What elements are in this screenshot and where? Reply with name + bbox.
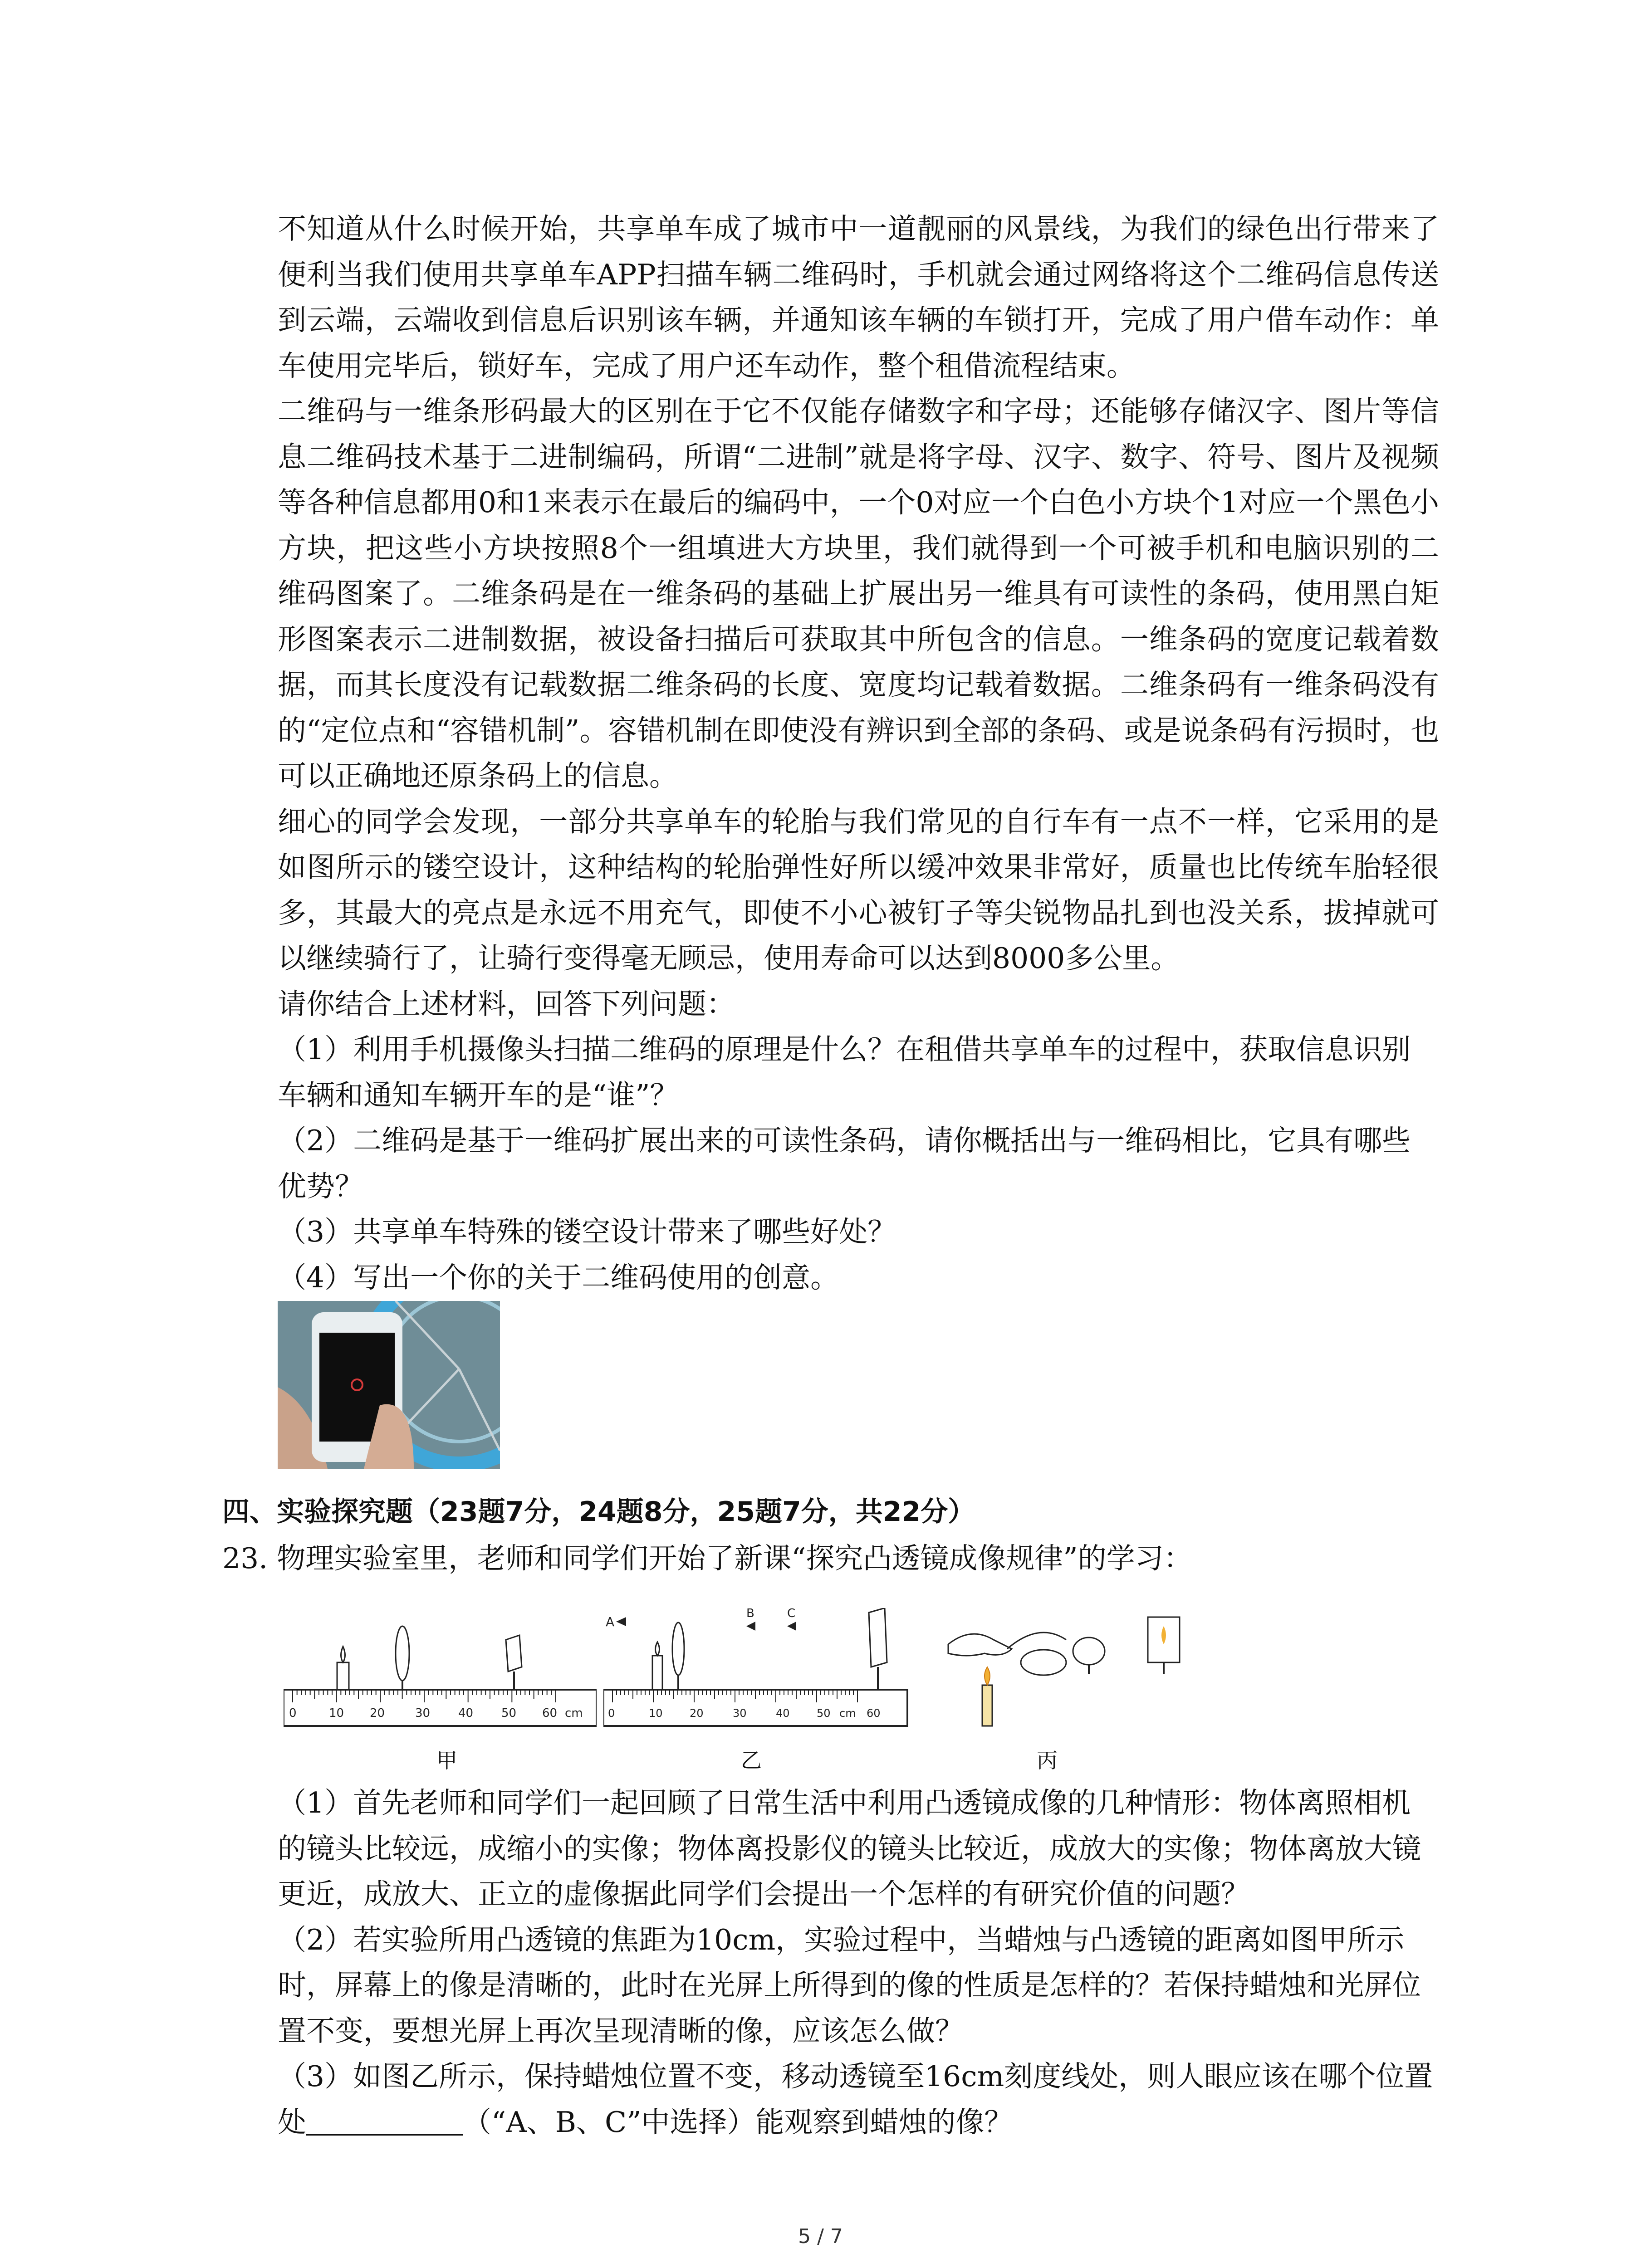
eye-label-a: A: [606, 1614, 615, 1629]
ruler-tick-label: 0: [289, 1706, 297, 1720]
ruler-tick-label: 30: [415, 1706, 431, 1720]
question-23-stem: 23. 物理实验室里，老师和同学们开始了新课“探究凸透镜成像规律”的学习：: [222, 1542, 1192, 1575]
eye-icon-c: [787, 1622, 796, 1631]
passage-paragraph-3: 细心的同学会发现，一部分共享单车的轮胎与我们常见的自行车有一点不一样，它采用的是如图所示的镂空设计，这种结构的轮胎弹性好所以缓冲效果非常好，质量也比传统车胎轻很多，其最大的亮点是永远不用充气，即使不小心被钉子等尖锐物品扎到也没关系，拔掉就可以继续骑行了，让骑行变得毫无顾忌，使用寿命可以达到8000多公里。: [278, 805, 1439, 975]
eye-label-c: C: [787, 1608, 796, 1620]
ruler-tick-label: 50: [501, 1706, 517, 1720]
magnifier-lens: [1021, 1650, 1066, 1675]
figure-bing: [939, 1608, 1193, 1744]
candle-yi: [652, 1656, 662, 1690]
ruler-tick-label: 10: [329, 1706, 344, 1720]
passage: [278, 206, 1439, 1300]
question-23-3-before: （3）如图乙所示，保持蜡烛位置不变，移动透镜至16cm刻度线处，则人眼应该在哪个位置处: [278, 2060, 1433, 2139]
ruler-tick-label: 0: [608, 1707, 615, 1720]
ruler-tick-label: cm: [565, 1706, 583, 1720]
candle-jia: [337, 1662, 349, 1690]
figure-label-bing: 丙: [1037, 1748, 1058, 1773]
figure-yi: [603, 1608, 912, 1730]
ruler-tick-label: 40: [776, 1707, 790, 1720]
question-22-2: （2）二维码是基于一维码扩展出来的可读性条码，请你概括出与一维码相比，它具有哪些优势？: [278, 1124, 1411, 1203]
ruler-tick-label: 20: [690, 1707, 704, 1720]
passage-instruction: 请你结合上述材料，回答下列问题：: [278, 987, 735, 1021]
bike-phone-photo: [278, 1301, 500, 1469]
answer-blank[interactable]: [306, 2107, 463, 2136]
passage-paragraph-2: 二维码与一维条形码最大的区别在于它不仅能存储数字和字母；还能够存储汉字、图片等信息二维码技术基于二进制编码，所谓“二进制”就是将字母、汉字、数字、符号、图片及视频等各种信息都用0和1来表示在最后的编码中，一个0对应一个白色小方块个1对应一个黑色小方块，把这些小方块按照8个一组填进大方块里，我们就得到一个可被手机和电脑识别的二维码图案了。二维条码是在一维条码的基础上扩展出另一维具有可读性的条码，使用黑白矩形图案表示二进制数据，被设备扫描后可获取其中所包含的信息。一维条码的宽度记载着数据，而其长度没有记载数据二维条码的长度、宽度均记载着数据。二维条码有一维条码没有的“定位点和“容错机制”。容错机制在即使没有辨识到全部的条码、或是说条码有污损时，也可以正确地还原条码上的信息。: [278, 395, 1439, 792]
question-23-1: （1）首先老师和同学们一起回顾了日常生活中利用凸透镜成像的几种情形：物体离照相机的镜头比较远，成缩小的实像；物体离投影仪的镜头比较近，成放大的实像；物体离放大镜更近，成放大、正立的虚像据此同学们会提出一个怎样的有研究价值的问题？: [278, 1786, 1421, 1911]
figure-label-yi: 乙: [741, 1748, 762, 1773]
ruler-tick-label: 60: [867, 1707, 881, 1720]
question-23-3: [278, 2054, 1439, 2145]
lens-yi: [672, 1623, 684, 1675]
figure-jia: [284, 1608, 597, 1730]
ruler-tick-label: 40: [458, 1706, 474, 1720]
hand-icon: [948, 1634, 1012, 1656]
ruler-tick-label: 20: [370, 1706, 385, 1720]
screen-yi: [869, 1608, 887, 1667]
ruler-tick-label: 10: [649, 1707, 663, 1720]
passage-paragraph-1: 不知道从什么时候开始，共享单车成了城市中一道靓丽的风景线，为我们的绿色出行带来了便利当我们使用共享单车APP扫描车辆二维码时，手机就会通过网络将这个二维码信息传送到云端，云端收到信息后识别该车辆，并通知该车辆的车锁打开，完成了用户借车动作：单车使用完毕后，锁好车，完成了用户还车动作，整个租借流程结束。: [278, 212, 1439, 382]
eye-label-b: B: [746, 1608, 754, 1620]
ruler-tick-label: 50: [817, 1707, 831, 1720]
eye-icon-b: [746, 1622, 755, 1631]
question-22-3: （3）共享单车特殊的镂空设计带来了哪些好处？: [278, 1215, 896, 1248]
ruler-tick-label: cm: [839, 1707, 856, 1720]
lens-bing: [1073, 1637, 1105, 1665]
ruler-tick-label: 30: [733, 1707, 747, 1720]
flame-icon: [985, 1667, 990, 1685]
question-23-3-after: （“A、B、C”中选择）能观察到蜡烛的像？: [463, 2105, 1013, 2139]
question-22-1: （1）利用手机摄像头扫描二维码的原理是什么？在租借共享单车的过程中，获取信息识别车辆和通知车辆开车的是“谁”？: [278, 1033, 1411, 1112]
candle-bing: [982, 1685, 992, 1726]
page-number: 5 / 7: [798, 2225, 843, 2248]
question-23-parts: [278, 1780, 1439, 2145]
question-22-4: （4）写出一个你的关于二维码使用的创意。: [278, 1261, 839, 1294]
flame-icon: [341, 1647, 345, 1662]
figure-label-jia: 甲: [436, 1748, 457, 1773]
lens-jia: [396, 1626, 409, 1681]
eye-icon-a: [616, 1617, 626, 1626]
section-title: 四、实验探究题（23题7分，24题8分，25题7分，共22分）: [222, 1496, 975, 1528]
screen-jia: [506, 1635, 522, 1672]
ruler-tick-label: 60: [542, 1706, 558, 1720]
question-23-2: （2）若实验所用凸透镜的焦距为10cm，实验过程中，当蜡烛与凸透镜的距离如图甲所示时，屏幕上的像是清晰的，此时在光屏上所得到的像的性质是怎样的？若保持蜡烛和光屏位置不变，要想光屏上再次呈现清晰的像，应该怎么做？: [278, 1923, 1421, 2048]
